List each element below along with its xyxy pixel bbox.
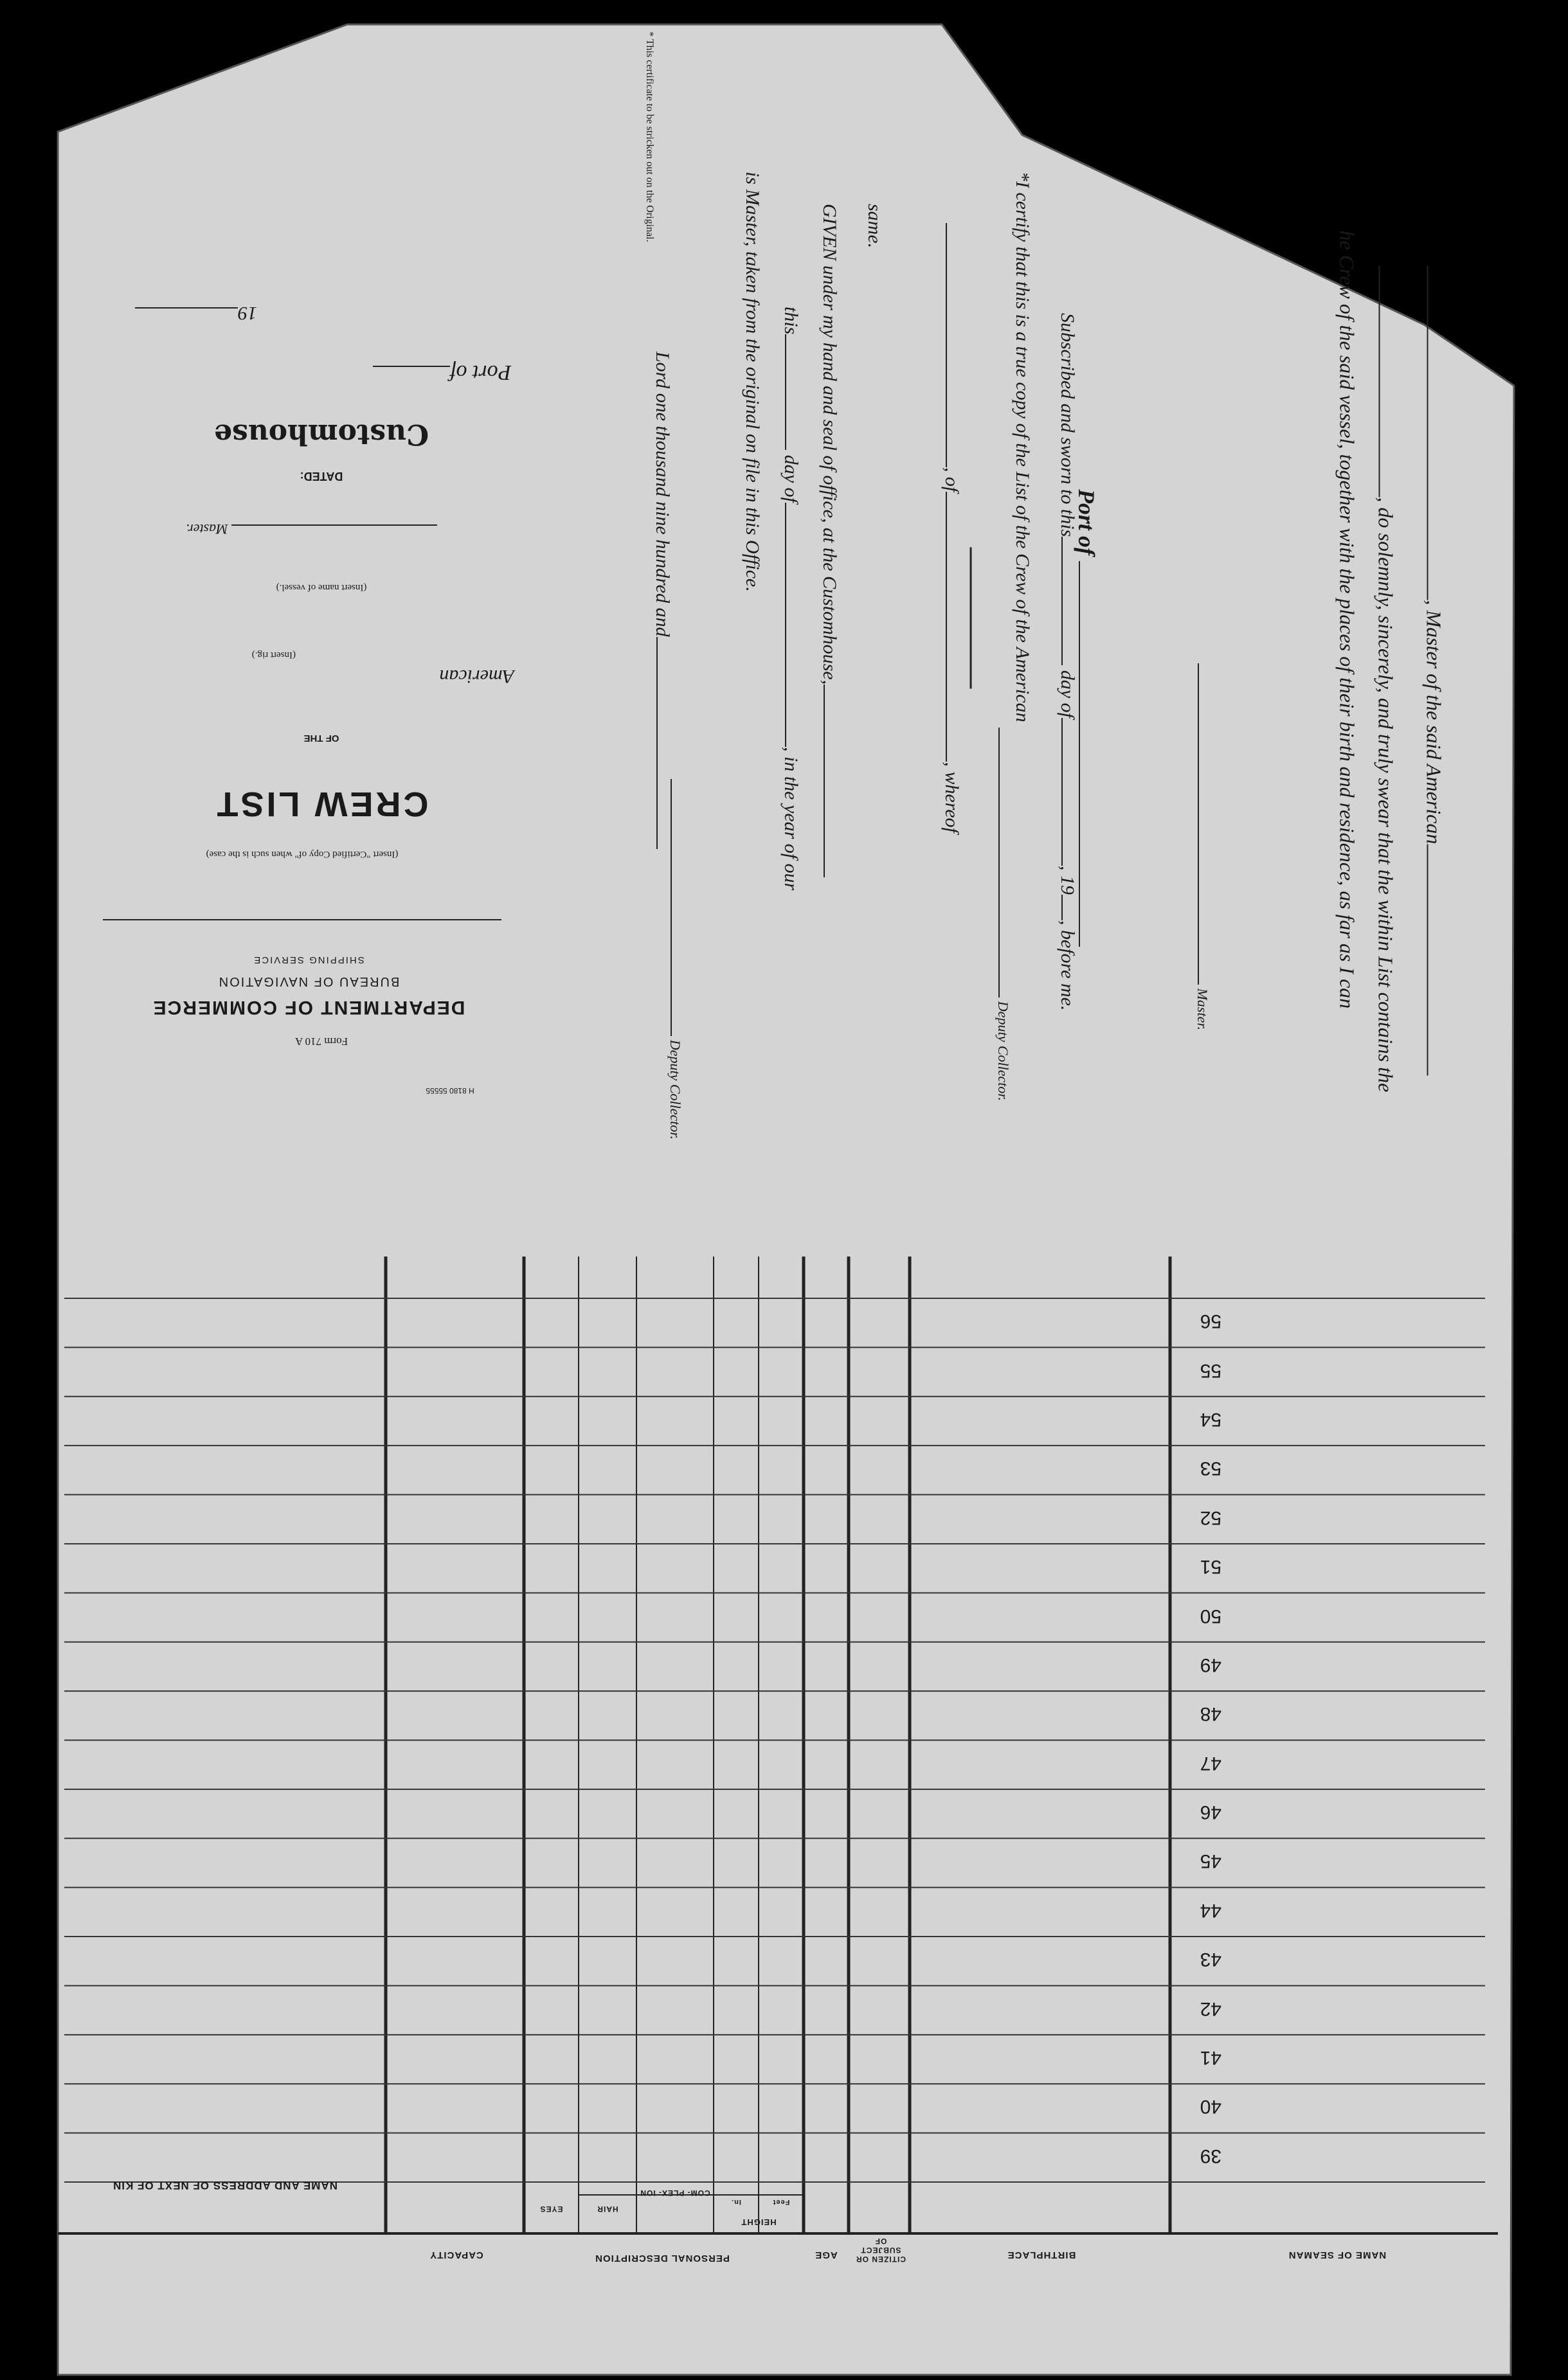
certificate-line-4: GIVEN under my hand and seal of office, at the Customhouse, [818, 204, 840, 975]
cover-crew-list: CREW LIST [214, 785, 429, 823]
header-age: AGE [815, 2250, 838, 2260]
header-hair: HAIR [597, 2205, 618, 2214]
oath-section [1376, 0, 1568, 893]
header-inches: In. [731, 2198, 741, 2206]
row-number: 41 [1200, 2047, 1221, 2069]
row-number: 45 [1200, 1850, 1221, 1872]
oath-divider [970, 548, 972, 689]
oath-line-2: , do solemnly, sincerely, and truly swear that the within List contains the [1374, 266, 1398, 1166]
row-number: 39 [1200, 2145, 1221, 2167]
header-personal-description: PERSONAL DESCRIPTION [595, 2253, 730, 2264]
row-number: 51 [1200, 1556, 1221, 1578]
cover-port-of: Port of [373, 360, 566, 384]
cover-customhouse: Customhouse [213, 418, 429, 451]
oath-line-1: , Master of the said American [1422, 266, 1446, 1166]
row-number: 56 [1200, 1311, 1221, 1332]
cover-department: DEPARTMENT OF COMMERCE [152, 997, 465, 1018]
row-number: 52 [1200, 1507, 1221, 1528]
cover-bureau: BUREAU OF NAVIGATION [217, 974, 400, 989]
cover-american: American [439, 666, 514, 687]
row-number: 46 [1200, 1802, 1221, 1823]
oath-master-signature: Master. [1194, 645, 1211, 1030]
header-complexion: COM- PLEX- ION [640, 2188, 710, 2197]
oath-line-3: he Crew of the said vessel, together with the places of their birth and residence, as far as I can [1335, 230, 1359, 1009]
certificate-line-6: Lord one thousand nine hundred and [651, 352, 673, 930]
certificate-line-1: *I certify that this is a true copy of the List of the Crew of the American [1012, 172, 1033, 722]
certificate-line-5: this day of, in the year of our [780, 307, 802, 891]
row-number: 48 [1200, 1703, 1221, 1725]
certificate-deputy-collector: Deputy Collector. [667, 754, 683, 1140]
oath-port: Port of [1073, 489, 1100, 1003]
oath-line-4: same. [864, 204, 885, 249]
row-number: 42 [1200, 1998, 1221, 2019]
cover-dated: DATED: [300, 470, 343, 483]
row-number: 47 [1200, 1752, 1221, 1774]
row-number: 43 [1200, 1949, 1221, 1971]
cover-insert-vessel: (Insert name of vessel.) [276, 582, 367, 593]
cover-of-the: OF THE [303, 733, 339, 744]
header-birthplace: BIRTHPLACE [1007, 2250, 1076, 2260]
header-eyes: EYES [539, 2205, 563, 2214]
cover-printer-code: H 8180 55555 [426, 1086, 474, 1095]
header-name-of-seaman: NAME OF SEAMAN [1288, 2250, 1387, 2260]
cover-insert-rig: (Insert rig.) [251, 650, 296, 660]
row-number: 50 [1200, 1605, 1221, 1627]
row-number: 40 [1200, 2096, 1221, 2118]
certificate-footnote: * This certificate to be stricken out on the Original. [644, 31, 655, 242]
certificate-line-2: , of, whereof [941, 223, 962, 1123]
oath-subscribed: Subscribed and sworn to this day of, 19, before me. [1057, 313, 1078, 1011]
header-height: HEIGHT [741, 2217, 777, 2227]
row-number: 55 [1200, 1359, 1221, 1381]
cover-separator [103, 919, 501, 920]
header-citizen: CITIZEN OR SUBJECT OF [856, 2237, 906, 2264]
cover-insert-certified: (Insert "Certified Copy of" when such is the case) [206, 849, 399, 859]
row-number: 49 [1200, 1654, 1221, 1676]
cover-service: SHIPPING SERVICE [253, 954, 365, 965]
header-next-of-kin: NAME AND ADDRESS OF NEXT OF KIN [113, 2179, 338, 2192]
header-feet: Feet [772, 2198, 790, 2206]
row-number: 44 [1200, 1899, 1221, 1921]
row-number: 54 [1200, 1408, 1221, 1430]
cover-date: 19 [90, 302, 257, 324]
cover-master: Master. [116, 521, 437, 537]
certificate-line-3: is Master, taken from the original on file in this Office. [742, 172, 763, 592]
row-number: 53 [1200, 1458, 1221, 1480]
cover-form-number: Form 710 A [294, 1035, 348, 1048]
header-capacity: CAPACITY [429, 2250, 483, 2260]
oath-deputy-collector: Deputy Collector. [995, 715, 1011, 1101]
